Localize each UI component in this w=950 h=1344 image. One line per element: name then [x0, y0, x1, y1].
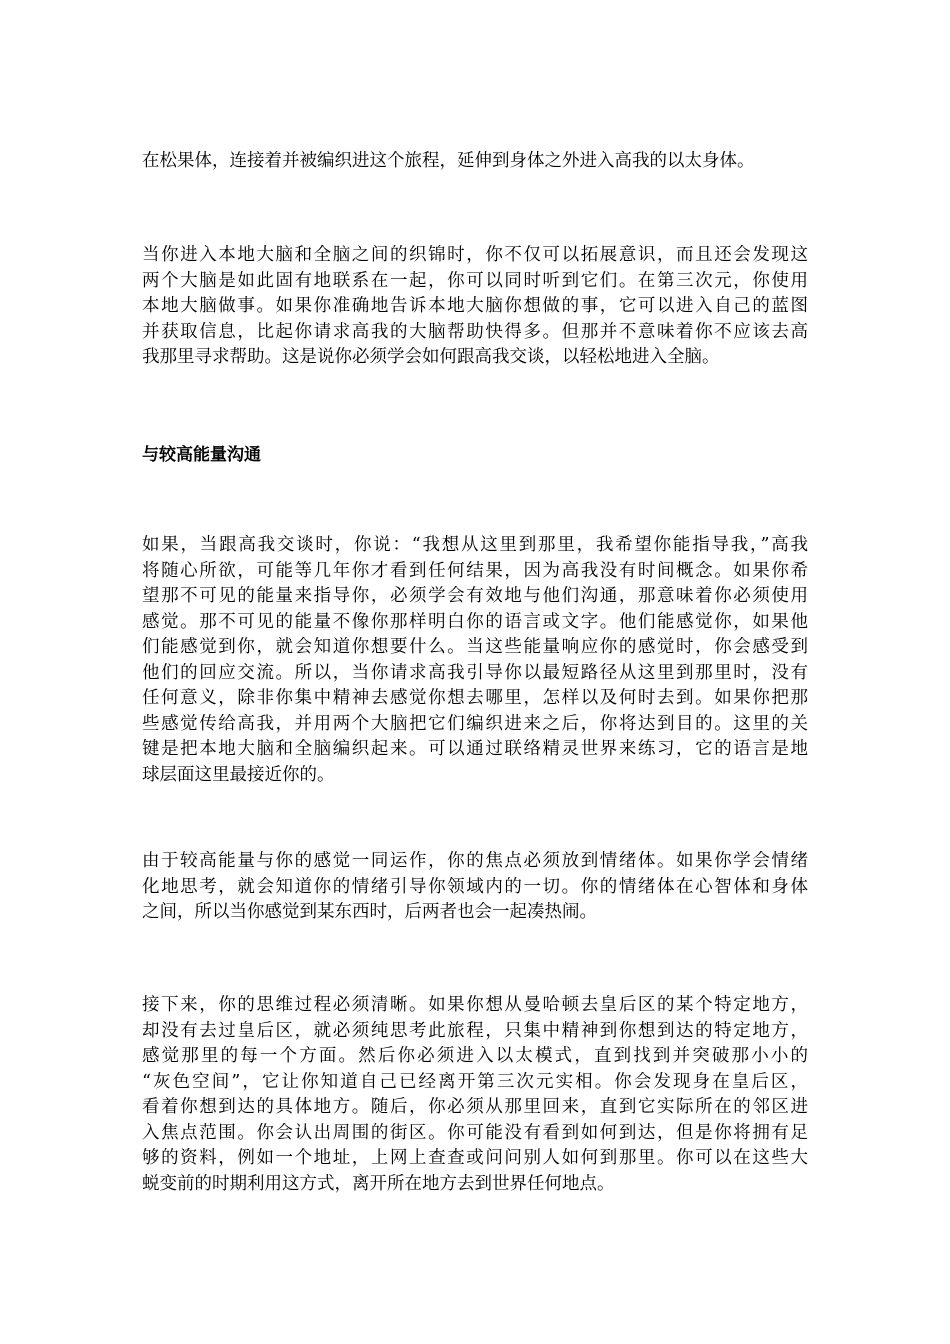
paragraph-line: 之间，所以当你感觉到某东西时，后两者也会一起凑热闹。 [142, 902, 597, 922]
paragraph-line: 将随心所欲，可能等几年你才看到任何结果，因为高我没有时间概念。如果你希 [142, 560, 808, 581]
paragraph-line: 望那不可见的能量来指导你，必须学会有效地与他们沟通，那意味着你必须使用 [142, 586, 808, 606]
paragraph-2 [142, 243, 808, 371]
paragraph-line: 由于较高能量与你的感觉一同运作，你的焦点必须放到情绪体。如果你学会情绪 [142, 851, 808, 871]
paragraph-line: 却没有去过皇后区，就必须纯思考此旅程，只集中精神到你想到达的特定地方， [142, 1020, 808, 1041]
paragraph-line: 化地思考，就会知道你的情绪引导你领域内的一切。你的情绪体在心智体和身体 [142, 876, 808, 897]
paragraph-line: 我那里寻求帮助。这是说你必须学会如何跟高我交谈，以轻松地进入全脑。 [142, 347, 720, 367]
paragraph-line: 当你进入本地大脑和全脑之间的织锦时，你不仅可以拓展意识，而且还会发现这 [142, 245, 808, 265]
paragraph-line: 感觉。那不可见的能量不像你那样明白你的语言或文字。他们能感觉你，如果他 [142, 611, 808, 632]
paragraph-line: 如果，当跟高我交谈时，你说：“我想从这里到那里，我希望你能指导我，”高我 [142, 535, 808, 555]
paragraph-line: 两个大脑是如此固有地联系在一起，你可以同时听到它们。在第三次元，你使用 [142, 270, 808, 291]
paragraph-line: 感觉那里的每一个方面。然后你必须进入以太模式，直到找到并突破那小小的 [142, 1046, 808, 1066]
paragraph-line: “灰色空间”，它让你知道自己已经离开第三次元实相。你会发现身在皇后区， [142, 1071, 808, 1092]
paragraph-line: 们能感觉到你，就会知道你想要什么。当这些能量响应你的感觉时，你会感受到 [142, 637, 808, 657]
paragraph-line: 球层面这里最接近你的。 [142, 764, 335, 785]
paragraph-3 [142, 533, 808, 788]
paragraph-line: 本地大脑做事。如果你准确地告诉本地大脑你想做的事，它可以进入自己的蓝图 [142, 296, 808, 316]
paragraph-line: 些感觉传给高我，并用两个大脑把它们编织进来之后，你将达到目的。这里的关 [142, 713, 808, 734]
paragraph-line: 并获取信息，比起你请求高我的大脑帮助快得多。但那并不意味着你不应该去高 [142, 321, 808, 342]
paragraph-1 [142, 149, 808, 175]
paragraph-4 [142, 849, 808, 926]
paragraph-line: 任何意义，除非你集中精神去感觉你想去哪里，怎样以及何时去到。如果你把那 [142, 688, 808, 708]
paragraph-line: 接下来，你的思维过程必须清晰。如果你想从曼哈顿去皇后区的某个特定地方， [142, 995, 808, 1015]
section-heading: 与较高能量沟通 [142, 445, 261, 465]
paragraph-line: 入焦点范围。你会认出周围的街区。你可能没有看到如何到达，但是你将拥有足 [142, 1122, 808, 1143]
paragraph-5 [142, 993, 808, 1197]
paragraph-line: 蜕变前的时期利用这方式，离开所在地方去到世界任何地点。 [142, 1173, 615, 1194]
paragraph-line: 够的资料，例如一个地址，上网上查查或问问别人如何到那里。你可以在这些大 [142, 1148, 808, 1168]
paragraph-line: 看着你想到达的具体地方。随后，你必须从那里回来，直到它实际所在的邻区进 [142, 1097, 808, 1117]
paragraph-line: 他们的回应交流。所以，当你请求高我引导你以最短路径从这里到那里时，没有 [142, 662, 808, 683]
paragraph-line: 在松果体，连接着并被编织进这个旅程，延伸到身体之外进入高我的以太身体。 [142, 151, 755, 171]
paragraph-line: 键是把本地大脑和全脑编织起来。可以通过联络精灵世界来练习，它的语言是地 [142, 739, 808, 759]
